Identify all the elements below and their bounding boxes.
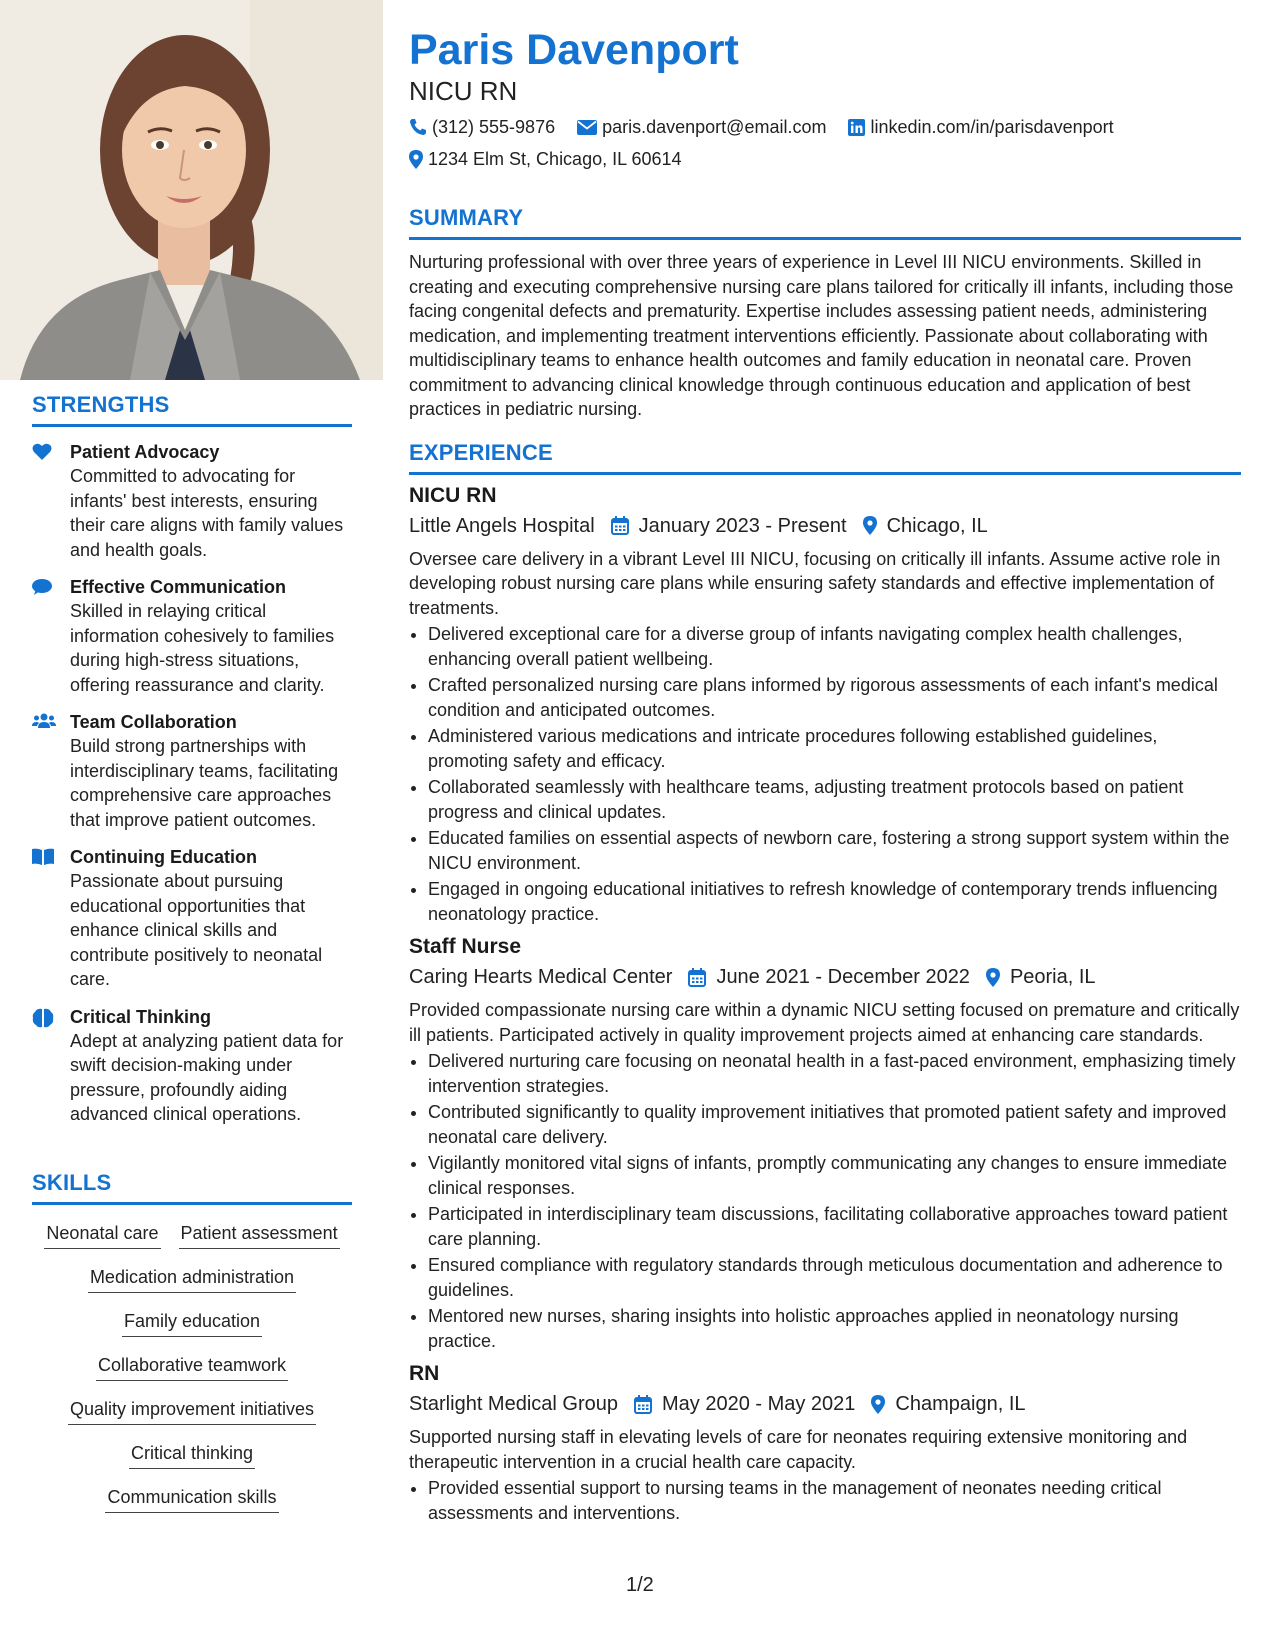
job-company: Little Angels Hospital xyxy=(409,514,595,537)
profile-photo xyxy=(0,0,383,380)
job-description: Provided compassionate nursing care within a dynamic NICU setting focused on premature and critically ill patients. Participated actively in quality improvement projects aimed at enhancing care standards. xyxy=(409,1000,1240,1045)
location-pin-icon xyxy=(409,150,423,169)
job-bullet: • Ensured compliance with regulatory standards through meticulous documentation and adherence to guidelines. xyxy=(428,1253,1241,1302)
job-title: Staff Nurse xyxy=(409,935,522,958)
job-bullet: • Contributed significantly to quality improvement initiatives that promoted patient safety and improved neonatal care delivery. xyxy=(428,1100,1241,1149)
job-location-group xyxy=(863,511,988,541)
envelope-icon xyxy=(577,120,597,135)
linkedin-icon xyxy=(848,119,865,136)
job-title: RN xyxy=(409,1362,440,1385)
job-location: Champaign, IL xyxy=(895,1393,1026,1415)
job-description: Oversee care delivery in a vibrant Level III NICU, focusing on critically ill infants. Assume active role in developing robust nursing care plans while ensuring safety standards and effective implementation of treatments. xyxy=(409,548,1221,618)
skills-title: SKILLS xyxy=(32,1170,352,1205)
job-location: Peoria, IL xyxy=(1009,966,1096,988)
strength-name: Team Collaboration xyxy=(70,712,237,732)
address-text: 1234 Elm St, Chicago, IL 60614 xyxy=(428,148,682,169)
job-location-group xyxy=(986,962,1096,992)
strength-desc: Skilled in relaying critical information cohesively to families during high-stress situations, offering reassurance and clarity. xyxy=(70,601,335,695)
job-bullet: • Provided essential support to nursing teams in the management of neonates needing critical assessments and interventions. xyxy=(428,1476,1241,1525)
job-dates-group xyxy=(611,511,847,541)
job-bullet: • Crafted personalized nursing care plans informed by rigorous assessments of each infant's medical condition and anticipated outcomes. xyxy=(428,673,1241,722)
strength-item xyxy=(32,711,352,832)
job-entry xyxy=(409,932,1241,1353)
strength-item xyxy=(32,576,352,697)
skill-tag: Collaborative teamwork xyxy=(96,1353,288,1381)
job-location-group xyxy=(871,1389,1025,1419)
location-pin-icon xyxy=(863,516,877,535)
heart-icon xyxy=(32,441,70,562)
summary-text: Nurturing professional with over three years of experience in Level III NICU environments. Skilled in creating and executing comprehensive nursing care plans tailored for critically ill infants, including those facing congenital defects and prematurity. Expertise includes assessing patient needs, administering medication, and implementing treatment interventions efficiently. Passionate about collaborating with multidisciplinary teams to enhance health outcomes and family education in neonatal care. Proven commitment to advancing clinical knowledge through continuous education and application of best practices in pediatric nursing. xyxy=(409,252,1234,419)
job-dates: June 2021 - December 2022 xyxy=(716,966,970,988)
candidate-name: Paris Davenport xyxy=(409,26,739,74)
skill-tag: Quality improvement initiatives xyxy=(68,1397,316,1425)
email-contact[interactable] xyxy=(577,111,826,143)
linkedin-contact[interactable] xyxy=(848,111,1113,143)
job-bullet: • Vigilantly monitored vital signs of infants, promptly communicating any changes to ensure immediate clinical responses. xyxy=(428,1151,1241,1200)
comment-icon xyxy=(32,576,70,697)
phone-icon xyxy=(409,118,427,136)
main-content xyxy=(409,0,1241,1527)
strength-item xyxy=(32,1006,352,1127)
job-entry xyxy=(409,481,1241,927)
linkedin-text: linkedin.com/in/parisdavenport xyxy=(870,116,1114,137)
strengths-section xyxy=(32,392,352,1127)
profile-photo-illustration xyxy=(0,0,383,380)
address-contact xyxy=(409,143,682,175)
skill-tag: Family education xyxy=(122,1309,262,1337)
calendar-icon xyxy=(634,1395,652,1414)
strength-item xyxy=(32,846,352,992)
job-dates-group xyxy=(688,962,970,992)
job-dates-group xyxy=(634,1389,855,1419)
strength-desc: Adept at analyzing patient data for swift decision-making under pressure, profoundly aiding advanced clinical operations. xyxy=(70,1030,344,1124)
skill-tag: Communication skills xyxy=(105,1485,278,1513)
calendar-icon xyxy=(688,968,706,987)
skill-tag: Neonatal care xyxy=(44,1221,160,1249)
job-description: Supported nursing staff in elevating levels of care for neonates requiring extensive monitoring and therapeutic intervention in a crucial health care capacity. xyxy=(409,1427,1188,1472)
job-bullets xyxy=(409,1476,1241,1525)
skills-list xyxy=(32,1213,352,1521)
job-entry xyxy=(409,1359,1241,1525)
job-title: NICU RN xyxy=(409,483,497,507)
strength-desc: Build strong partnerships with interdisciplinary teams, facilitating comprehensive care approaches that improve patient outcomes. xyxy=(70,736,339,830)
job-bullet: • Delivered exceptional care for a diverse group of infants navigating complex health challenges, enhancing overall patient wellbeing. xyxy=(428,622,1241,671)
job-company: Caring Hearts Medical Center xyxy=(409,966,673,988)
book-icon xyxy=(32,846,70,992)
users-icon xyxy=(32,711,70,832)
brain-icon xyxy=(32,1006,70,1127)
strength-desc: Committed to advocating for infants' best interests, ensuring their care aligns with family values and health goals. xyxy=(70,466,344,560)
skill-tag: Patient assessment xyxy=(179,1221,340,1249)
job-bullet: • Mentored new nurses, sharing insights into holistic approaches applied in neonatology nursing practice. xyxy=(428,1304,1241,1353)
skill-tag: Medication administration xyxy=(88,1265,296,1293)
strengths-title: STRENGTHS xyxy=(32,392,352,427)
sidebar xyxy=(0,0,383,1650)
job-dates: January 2023 - Present xyxy=(638,514,847,537)
job-location: Chicago, IL xyxy=(886,514,988,537)
summary-title: SUMMARY xyxy=(409,205,1241,240)
strength-desc: Passionate about pursuing educational opportunities that enhance clinical skills and contribute positively to neonatal care. xyxy=(70,871,323,989)
strength-name: Continuing Education xyxy=(70,847,257,867)
job-bullet: • Educated families on essential aspects of newborn care, fostering a strong support system within the NICU environment. xyxy=(428,826,1241,875)
skills-section xyxy=(32,1170,352,1521)
location-pin-icon xyxy=(986,968,1000,987)
strength-name: Patient Advocacy xyxy=(70,442,220,462)
candidate-role: NICU RN xyxy=(409,76,518,106)
job-company: Starlight Medical Group xyxy=(409,1393,618,1415)
phone-contact[interactable] xyxy=(409,111,555,143)
skill-tag: Critical thinking xyxy=(129,1441,255,1469)
strength-name: Effective Communication xyxy=(70,577,287,597)
job-bullets xyxy=(409,1049,1241,1353)
job-bullet: • Engaged in ongoing educational initiatives to refresh knowledge of contemporary trends influencing neonatology practice. xyxy=(428,877,1241,926)
job-meta xyxy=(409,1389,1241,1419)
job-bullets xyxy=(409,622,1241,926)
phone-text: (312) 555-9876 xyxy=(432,116,556,137)
job-bullet: • Administered various medications and intricate procedures following established guidelines, promoting safety and efficacy. xyxy=(428,724,1241,773)
job-bullet: • Collaborated seamlessly with healthcare teams, adjusting treatment protocols based on patient progress and clinical updates. xyxy=(428,775,1241,824)
job-dates: May 2020 - May 2021 xyxy=(661,1393,856,1415)
strength-item xyxy=(32,441,352,562)
page-number: 1/2 xyxy=(626,1574,654,1596)
strength-name: Critical Thinking xyxy=(70,1006,212,1027)
job-meta xyxy=(409,962,1241,992)
job-meta xyxy=(409,511,1241,541)
calendar-icon xyxy=(611,516,629,535)
location-pin-icon xyxy=(871,1395,885,1414)
contact-info xyxy=(409,111,1241,175)
job-bullet: • Participated in interdisciplinary team discussions, facilitating collaborative approaches toward patient care planning. xyxy=(428,1202,1241,1251)
job-bullet: • Delivered nurturing care focusing on neonatal health in a fast-paced environment, emphasizing timely intervention strategies. xyxy=(428,1049,1241,1098)
experience-title: EXPERIENCE xyxy=(409,440,1241,475)
email-text: paris.davenport@email.com xyxy=(602,116,827,137)
